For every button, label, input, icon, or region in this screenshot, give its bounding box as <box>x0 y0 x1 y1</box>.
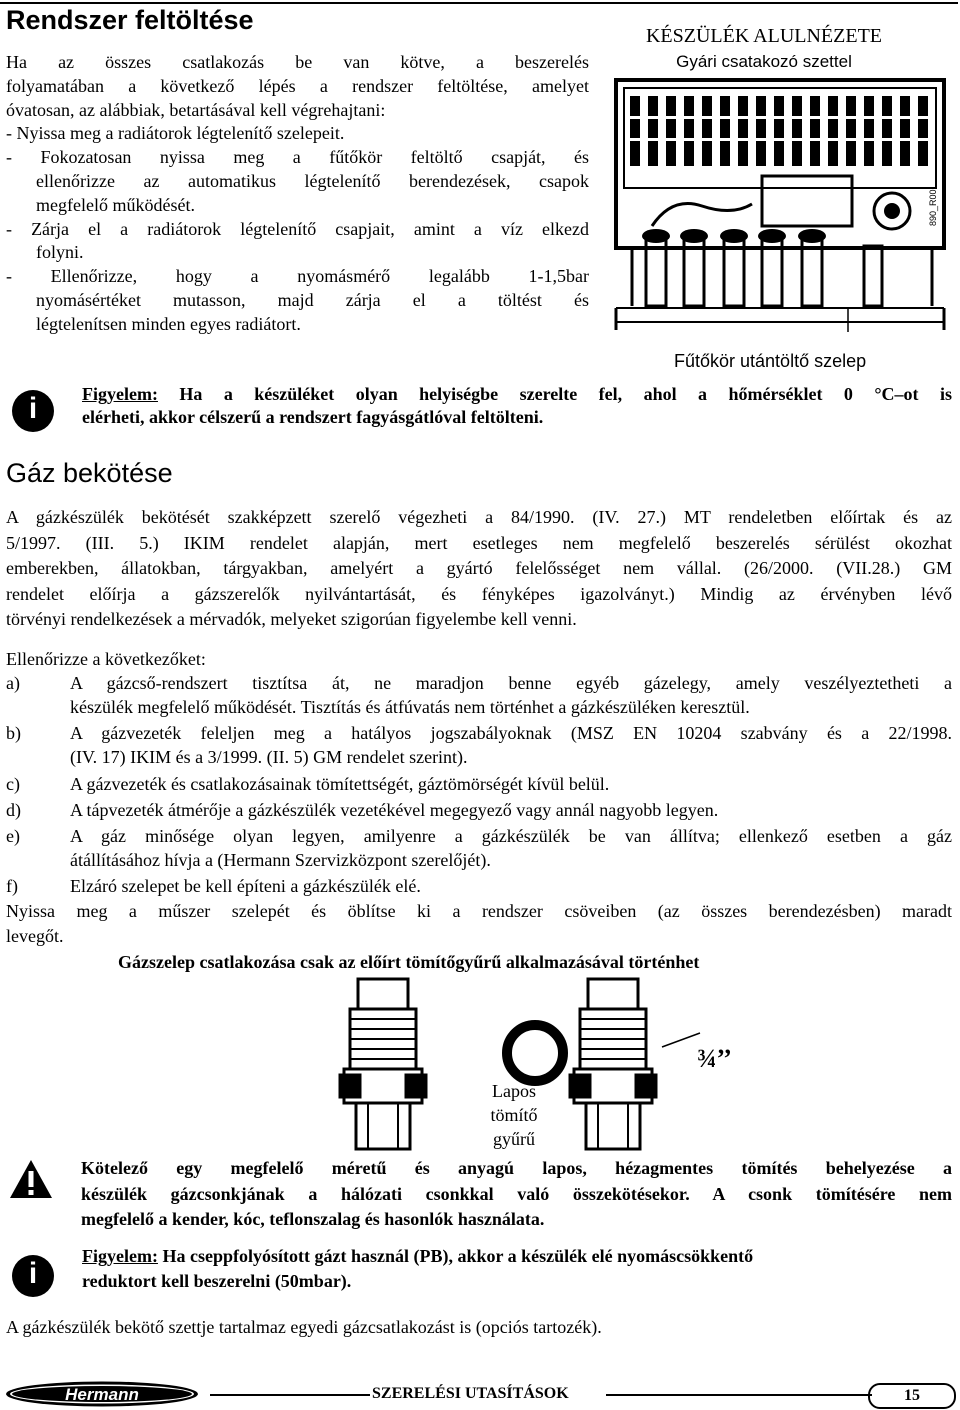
gas-figure-title: Gázszelep csatlakozása csak az előírt tömítőgyűrű alkalmazásával történhet <box>118 952 700 972</box>
warning-icon <box>8 1158 54 1200</box>
warning-text: Kötelező egy megfelelő méretű és anyagú lapos, hézagmentes tömítés behelyezése a készülék gázcsonkjának a hálózati csonkkal való összekötésekor. A csonk tömítésére nem megfelelő a kender, kóc, teflonszalag és hasonlók használata. <box>81 1158 952 1229</box>
closing-note: A gázkészülék bekötő szettje tartalmaz egyedi gázcsatlakozást is (opciós tartozék). <box>6 1317 602 1337</box>
text-line: 5/1997. (III. 5.) IKIM rendelet alapján, mert esetleges nem megfelelő beszerelés sérülést okozhat <box>6 532 952 553</box>
notice-lpg: Figyelem: Ha cseppfolyósított gázt használ (PB), akkor a készülék elé nyomáscsökkentő reduktort kell beszerelni (50mbar). <box>82 1246 754 1291</box>
text-line: A gázkészülék bekötését szakképzett szerelő végezheti a 84/1990. (IV. 27.) MT rendeletben előírtak és az <box>6 507 952 527</box>
section-title-gas: Gáz bekötése <box>6 458 173 488</box>
drawing-code: 890_R00 <box>928 189 938 226</box>
info-icon: i <box>12 390 54 432</box>
hermann-logo <box>4 1380 200 1408</box>
figure-caption: Fűtőkör utántöltő szelep <box>674 351 867 371</box>
page-number-box <box>868 1383 956 1409</box>
text-line: - Fokozatosan nyissa meg a fűtőkör feltöltő csapját, és <box>6 147 589 168</box>
footer-rule-right <box>606 1394 872 1396</box>
page-number: 15 <box>904 1387 920 1404</box>
text-line: - Nyissa meg a radiátorok légtelenítő szelepeit. <box>6 123 345 144</box>
notice-frost <box>82 383 952 429</box>
figure-title: KÉSZÜLÉK ALULNÉZETE <box>645 25 883 47</box>
gas-fitting-left <box>340 979 426 1149</box>
notice-text: Ha a készüléket olyan helyiségbe szerelte fel, ahol a hőmérséklet 0 °C–ot is <box>157 384 952 404</box>
text-line: megfelelő működését. <box>36 194 195 215</box>
text-line: Ha az összes csatlakozás be van kötve, a beszerelés <box>6 52 589 72</box>
flush-instruction: Nyissa meg a műszer szelepét és öblítse ki a rendszer csöveiben (az összes berendezésben) maradt levegőt. <box>6 901 952 946</box>
check-intro: Ellenőrizze a következőket: <box>6 649 206 669</box>
text-line: nyomásértéket mutasson, majd zárja el a töltést és <box>36 289 589 310</box>
text-line: rendelet előírja a gázszerelők nyilvántartását, és fényképes igazolványt.) Mindig az érvényben lévő <box>6 583 952 604</box>
text-line: folyamatában a következő lépés a rendszer feltöltése, amelyet <box>6 75 589 96</box>
gas-fitting-right <box>570 979 656 1149</box>
text-line: törvényi rendelkezések a mérvadók, melyeket szigorúan figyelembe kell venni. <box>6 609 577 629</box>
svg-text:Hermann: Hermann <box>65 1385 139 1404</box>
text-line: folyni. <box>36 242 84 263</box>
boiler-bottom-view-drawing <box>612 76 952 332</box>
text-line: óvatosan, az alábbiak, betartásával kell végrehajtani: <box>6 99 386 120</box>
footer-rule-left <box>210 1394 370 1396</box>
top-rule <box>0 2 958 4</box>
notice-text: elérheti, akkor célszerű a rendszert fagyásgátlóval feltölteni. <box>82 407 544 427</box>
text-line: légtelenítsen minden egyes radiátort. <box>36 313 301 334</box>
thread-size-label: ¾’’ <box>697 1044 732 1073</box>
text-line: ellenőrizze az automatikus légtelenítő berendezések, csapok <box>36 170 589 191</box>
footer-manual-title: SZERELÉSI UTASÍTÁSOK <box>372 1385 569 1402</box>
filling-instructions <box>6 51 589 337</box>
text-line: - Zárja el a radiátorok légtelenítő csapjait, amint a víz elkezd <box>6 218 589 239</box>
section-title-filling: Rendszer feltöltése <box>6 5 254 35</box>
list-item: a) A gázcső-rendszert tisztítsa át, ne maradjon benne egyéb gázelegy, amely veszélyeztetheti a készülék megfelelő működését. Tisztítás és átfúvatás nem történhet a gázkészüléken keresztül. <box>6 673 952 717</box>
figure-subtitle: Gyári csatakozó szettel <box>676 52 852 71</box>
seal-label: Lapos tömítő gyűrű <box>490 1081 538 1149</box>
seal-ring <box>507 1025 563 1081</box>
gas-intro-paragraph <box>6 505 952 633</box>
text-line: emberekben, állatokban, tárgyakban, amelyért a gyártó felelősséget nem vállal. (26/2000. (VII.28.) GM <box>6 558 952 578</box>
list-item: e) A gáz minősége olyan legyen, amilyenre a gázkészülék be van állítva; ellenkező esetben a gáz átállításához hívja a (Hermann Szervizközpont szerelőjét). <box>6 826 952 870</box>
notice-prefix: Figyelem: <box>82 384 158 404</box>
info-icon: i <box>12 1255 54 1297</box>
text-line: - Ellenőrizze, hogy a nyomásmérő legalább 1-1,5bar <box>6 266 589 287</box>
list-item: b) A gázvezeték feleljen meg a hatályos jogszabályoknak (MSZ EN 10204 szabvány és a 22/1998. (IV. 17) IKIM és a 3/1999. (II. 5) GM rendelet szerint). <box>6 723 952 767</box>
